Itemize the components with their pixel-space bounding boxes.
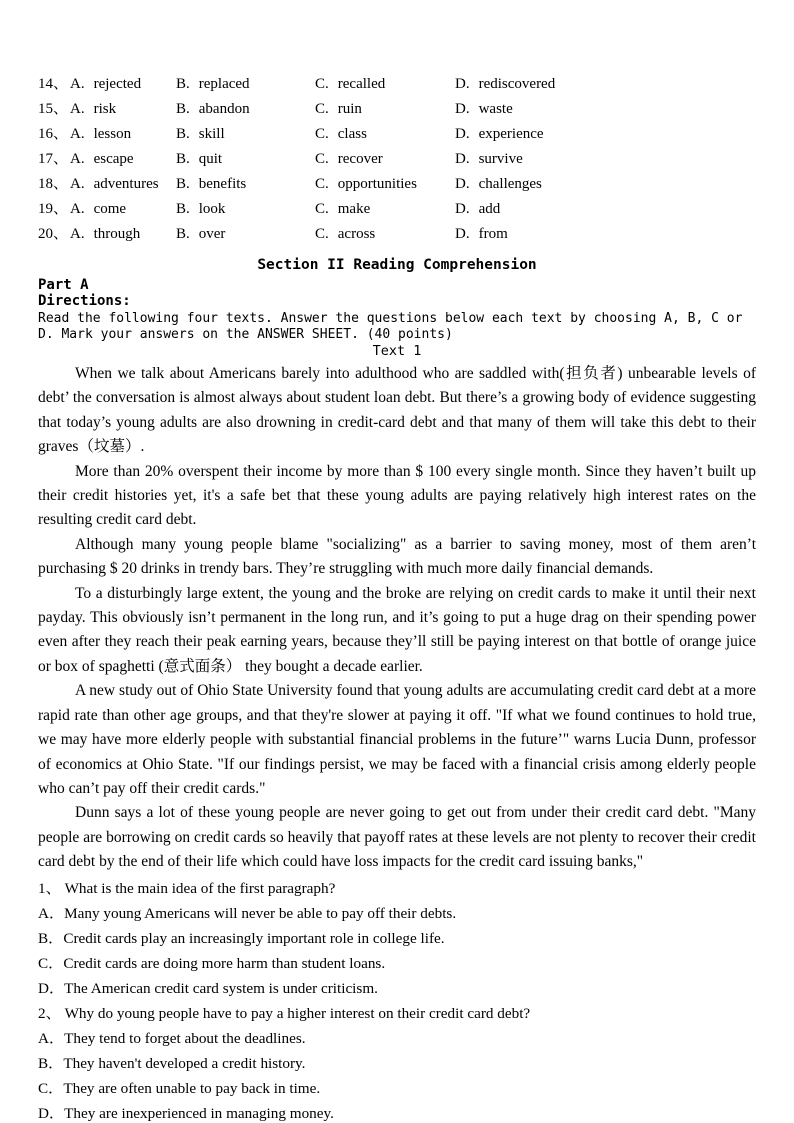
option-cell-a: [38, 147, 176, 172]
part-label: Part A: [38, 277, 89, 293]
option-letter: D.: [455, 201, 470, 217]
option-text: opportunities: [337, 176, 417, 192]
directions-text: Read the following four texts. Answer the questions below each text by choosing A, B, C or D. Mark your answers on the ANSWER SHEET. (40 points): [38, 311, 743, 342]
option-letter: A.: [70, 176, 85, 192]
option-text: escape: [93, 151, 134, 167]
option-letter: D.: [455, 76, 470, 92]
option-row-17: [38, 147, 756, 172]
option-text: across: [337, 226, 376, 242]
question-stem: 1、 What is the main idea of the first paragraph?: [38, 879, 336, 897]
section-heading: Section II Reading Comprehension: [257, 257, 537, 273]
option-letter: B.: [176, 201, 190, 217]
option-letter: D.: [455, 126, 470, 142]
reading-passage: [38, 362, 756, 875]
option-letter: A.: [70, 76, 85, 92]
option-letter: C.: [315, 126, 329, 142]
option-cell-c: [315, 147, 455, 172]
option-cell-a: [38, 222, 176, 247]
option-letter: B.: [176, 151, 190, 167]
option-text: abandon: [198, 101, 250, 117]
option-cell-b: [176, 172, 315, 197]
passage-paragraph: Dunn says a lot of these young people are never going to get out from under their credit card debt. "Many people are borrowing on credit cards so heavily that payoff rates at these levels are not plenty to recover their credit card debt by the end of their life which could have loss impacts for the credit card issuing banks,": [38, 804, 756, 871]
option-cell-c: [315, 97, 455, 122]
option-letter: A.: [70, 126, 85, 142]
option-row-20: [38, 222, 756, 247]
option-letter: B.: [176, 176, 190, 192]
option-cell-d: [455, 197, 756, 222]
option-text: risk: [93, 101, 117, 117]
option-letter: D.: [455, 101, 470, 117]
question-choice: D．They are inexperienced in managing money.: [38, 1105, 334, 1123]
option-cell-a: [38, 172, 176, 197]
option-text: benefits: [198, 176, 247, 192]
option-letter: B.: [176, 126, 190, 142]
option-letter: B.: [176, 76, 190, 92]
question-choice: A．Many young Americans will never be able to pay off their debts.: [38, 904, 457, 922]
option-letter: C.: [315, 151, 329, 167]
option-text: replaced: [198, 76, 250, 92]
option-cell-d: [455, 147, 756, 172]
option-cell-d: [455, 72, 756, 97]
option-cell-b: [176, 97, 315, 122]
option-cell-b: [176, 72, 315, 97]
option-text: quit: [198, 151, 223, 167]
option-cell-a: [38, 97, 176, 122]
question-choice: A．They tend to forget about the deadlines.: [38, 1030, 306, 1048]
question-number: 17、: [38, 151, 69, 167]
option-cell-d: [455, 222, 756, 247]
option-text: over: [198, 226, 226, 242]
option-row-19: [38, 197, 756, 222]
option-cell-c: [315, 72, 455, 97]
option-cell-d: [455, 122, 756, 147]
option-row-18: [38, 172, 756, 197]
option-text: look: [198, 201, 226, 217]
option-letter: A.: [70, 226, 85, 242]
option-text: come: [93, 201, 127, 217]
option-cell-b: [176, 197, 315, 222]
question-choice: B．Credit cards play an increasingly important role in college life.: [38, 929, 445, 947]
passage-paragraph: A new study out of Ohio State University found that young adults are accumulating credit card debt at a more rapid rate than other age groups, and that they're slower at paying it off. "If what we found continues to hold true, we may have more elderly people with substantial financial problems in the future’" warns Lucia Dunn, professor of economics at Ohio State. "If our findings persist, we may be faced with a financial crisis among elderly people who can’t pay off their credit cards.": [38, 682, 756, 797]
option-cell-c: [315, 172, 455, 197]
option-text: ruin: [337, 101, 362, 117]
option-letter: B.: [176, 226, 190, 242]
option-text: recalled: [337, 76, 386, 92]
option-cell-c: [315, 122, 455, 147]
option-letter: C.: [315, 101, 329, 117]
option-cell-c: [315, 197, 455, 222]
cloze-options-table: [38, 72, 756, 247]
option-letter: D.: [455, 151, 470, 167]
option-text: rediscovered: [478, 76, 556, 92]
option-letter: A.: [70, 151, 85, 167]
comprehension-questions: [38, 876, 756, 1123]
option-letter: B.: [176, 101, 190, 117]
question-number: 15、: [38, 101, 69, 117]
passage-paragraph: Although many young people blame "socializing" as a barrier to saving money, most of them aren’t purchasing $ 20 drinks in trendy bars. They’re struggling with much more daily financial demands.: [38, 535, 756, 578]
option-letter: A.: [70, 201, 85, 217]
option-text: through: [93, 226, 141, 242]
option-cell-d: [455, 97, 756, 122]
option-text: class: [337, 126, 367, 142]
option-letter: D.: [455, 226, 470, 242]
passage-paragraph: When we talk about Americans barely into adulthood who are saddled with(担负者) unbearable levels of debt’ the conversation is almost always about student loan debt. But there’s a growing body of evidence suggesting that today’s young adults are also drowning in credit-card debt and that many of them will take this debt to their graves（坟墓）.: [38, 365, 756, 456]
option-cell-b: [176, 122, 315, 147]
directions-label: Directions:: [38, 293, 131, 309]
option-text: make: [337, 201, 371, 217]
option-text: survive: [478, 151, 523, 167]
question-stem: 2、 Why do young people have to pay a higher interest on their credit card debt?: [38, 1005, 531, 1022]
option-cell-c: [315, 222, 455, 247]
option-row-15: [38, 97, 756, 122]
option-text: adventures: [93, 176, 159, 192]
text-title: Text 1: [372, 343, 422, 359]
passage-paragraph: More than 20% overspent their income by more than $ 100 every single month. Since they haven’t built up their credit histories yet, it's a safe bet that these young adults are paying relatively high interest rates on the resulting credit card debt.: [38, 462, 756, 529]
option-text: challenges: [478, 176, 542, 192]
option-row-14: [38, 72, 756, 97]
option-letter: A.: [70, 101, 85, 117]
question-number: 16、: [38, 126, 69, 142]
question-number: 18、: [38, 176, 69, 192]
option-text: rejected: [93, 76, 142, 92]
option-text: recover: [337, 151, 383, 167]
passage-paragraph: To a disturbingly large extent, the young and the broke are relying on credit cards to make it until their next payday. This obviously isn’t permanent in the long run, and it’s going to put a huge drag on their spending power even after they reach their peak earning years, because they’ll still be paying interest on that bottle of orange juice or box of spaghetti (意式面条） they bought a decade earlier.: [38, 584, 756, 675]
option-cell-b: [176, 147, 315, 172]
question-choice: C．They are often unable to pay back in time.: [38, 1080, 321, 1098]
question-number: 20、: [38, 226, 69, 242]
option-letter: C.: [315, 226, 329, 242]
question-number: 14、: [38, 76, 69, 92]
option-letter: C.: [315, 76, 329, 92]
question-choice: B．They haven't developed a credit history.: [38, 1055, 306, 1073]
option-letter: C.: [315, 176, 329, 192]
option-cell-d: [455, 172, 756, 197]
option-cell-a: [38, 197, 176, 222]
question-number: 19、: [38, 201, 69, 217]
option-letter: C.: [315, 201, 329, 217]
option-cell-a: [38, 122, 176, 147]
option-cell-a: [38, 72, 176, 97]
question-choice: D．The American credit card system is under criticism.: [38, 979, 378, 997]
option-row-16: [38, 122, 756, 147]
question-choice: C．Credit cards are doing more harm than student loans.: [38, 954, 386, 972]
option-cell-b: [176, 222, 315, 247]
option-letter: D.: [455, 176, 470, 192]
option-text: experience: [478, 126, 544, 142]
option-text: from: [478, 226, 508, 242]
option-text: waste: [478, 101, 513, 117]
option-text: lesson: [93, 126, 132, 142]
option-text: add: [478, 201, 501, 217]
option-text: skill: [198, 126, 225, 142]
